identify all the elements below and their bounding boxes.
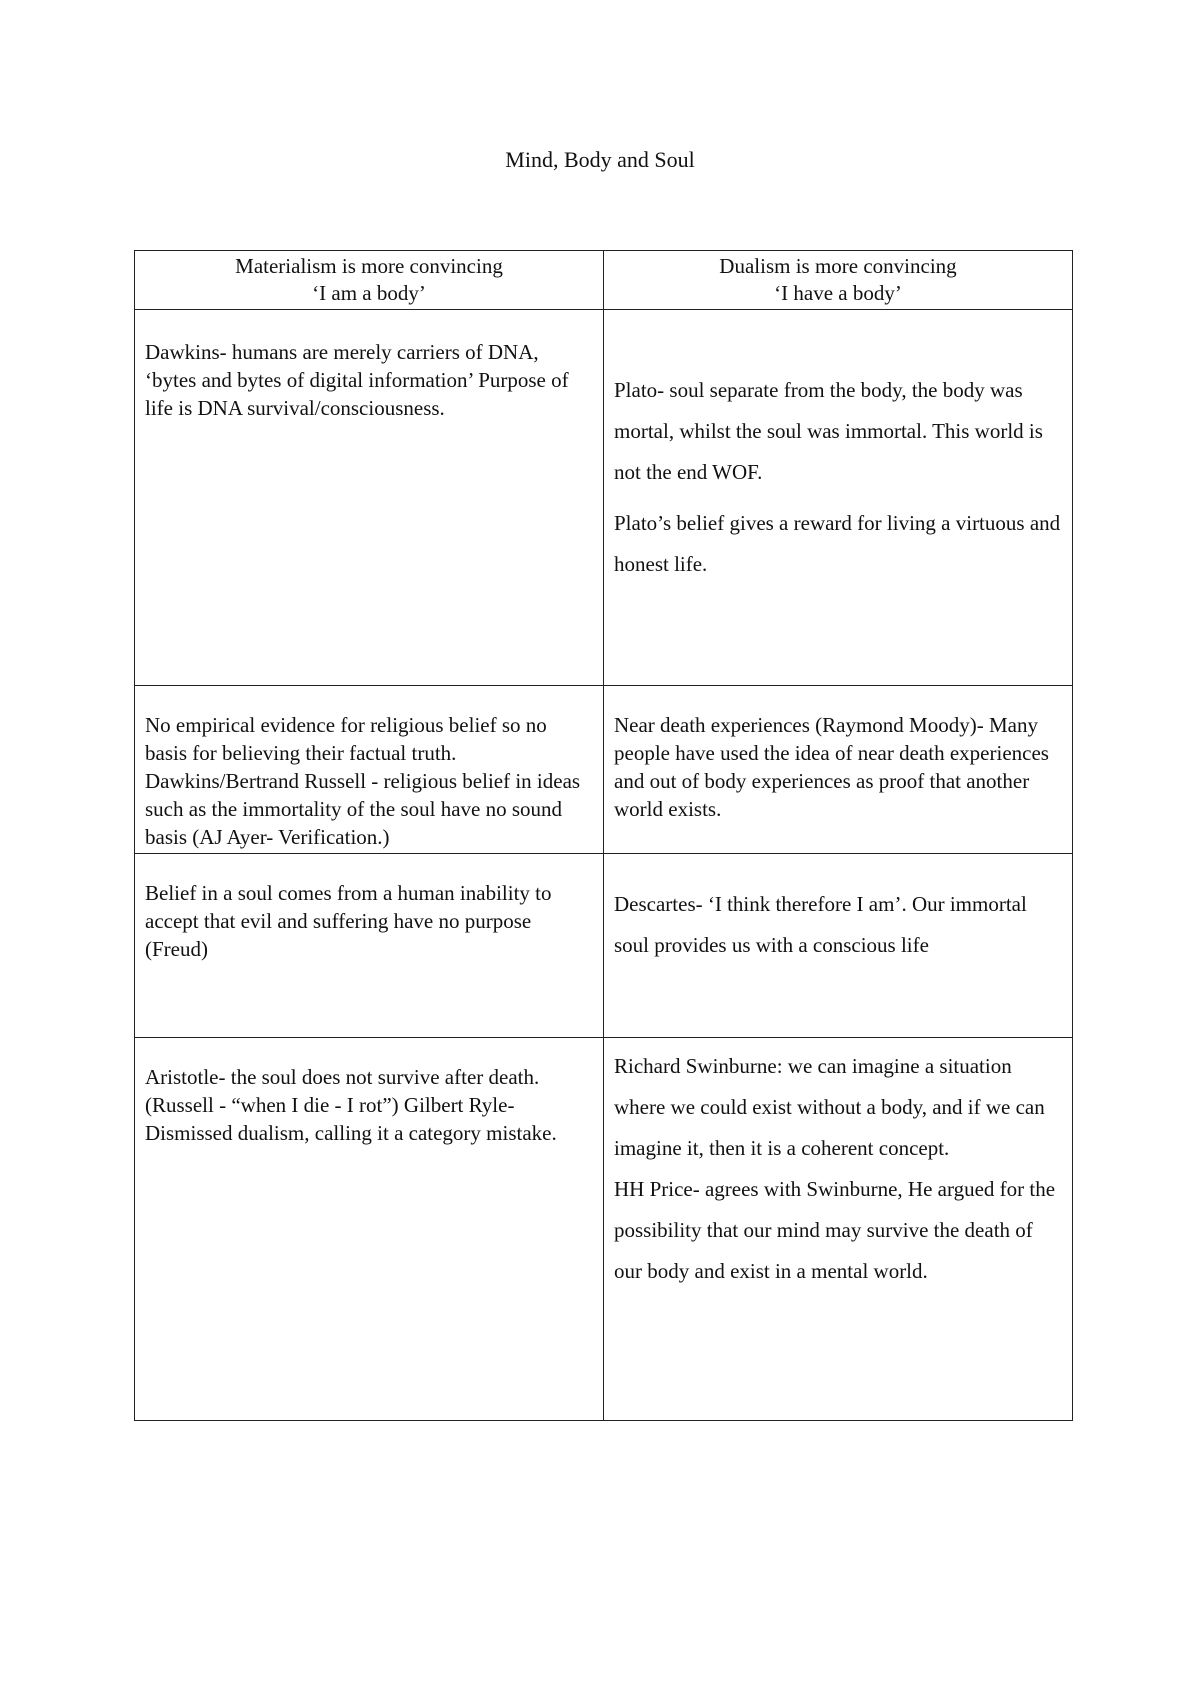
dualism-argument-text: Near death experiences (Raymond Moody)- Many people have used the idea of near death experiences and out of body experiences as proof that another world exists. bbox=[614, 713, 1049, 821]
materialism-header-quote: ‘I am a body’ bbox=[312, 281, 426, 305]
table-row bbox=[135, 1038, 1073, 1421]
materialism-argument-text: Belief in a soul comes from a human inability to accept that evil and suffering have no purpose (Freud) bbox=[145, 881, 552, 961]
table-row bbox=[135, 310, 1073, 686]
dualism-header bbox=[604, 251, 1073, 310]
materialism-cell bbox=[135, 686, 604, 854]
materialism-cell bbox=[135, 310, 604, 686]
dualism-argument-text: Plato’s belief gives a reward for living a virtuous and honest life. bbox=[614, 511, 1061, 576]
materialism-argument-text: No empirical evidence for religious belief so no basis for believing their factual truth. Dawkins/Bertrand Russell - religious belief in ideas such as the immortality of the soul have no sound basis (AJ Ayer- Verification.) bbox=[145, 713, 581, 849]
materialism-cell bbox=[135, 1038, 604, 1421]
dualism-cell bbox=[604, 686, 1073, 854]
table-row bbox=[135, 686, 1073, 854]
dualism-header-title: Dualism is more convincing bbox=[719, 254, 957, 278]
dualism-argument-text: Descartes- ‘I think therefore I am’. Our immortal soul provides us with a conscious life bbox=[614, 892, 1027, 957]
materialism-argument-text: Aristotle- the soul does not survive after death. (Russell - “when I die - I rot”) Gilbert Ryle- Dismissed dualism, calling it a category mistake. bbox=[145, 1065, 557, 1145]
argument-table bbox=[134, 250, 1073, 1421]
table-row bbox=[135, 854, 1073, 1038]
materialism-header bbox=[135, 251, 604, 310]
dualism-cell bbox=[604, 854, 1073, 1038]
document-title: Mind, Body and Soul bbox=[505, 147, 695, 172]
dualism-cell bbox=[604, 1038, 1073, 1421]
materialism-argument-text: Dawkins- humans are merely carriers of DNA, ‘bytes and bytes of digital information’ Purpose of life is DNA survival/consciousness. bbox=[145, 340, 569, 420]
dualism-header-quote: ‘I have a body’ bbox=[774, 281, 902, 305]
dualism-argument-text: HH Price- agrees with Swinburne, He argued for the possibility that our mind may survive the death of our body and exist in a mental world. bbox=[614, 1177, 1056, 1283]
materialism-cell bbox=[135, 854, 604, 1038]
dualism-cell bbox=[604, 310, 1073, 686]
dualism-argument-text: Plato- soul separate from the body, the body was mortal, whilst the soul was immortal. This world is not the end WOF. bbox=[614, 378, 1043, 484]
materialism-header-title: Materialism is more convincing bbox=[235, 254, 503, 278]
dualism-argument-text: Richard Swinburne: we can imagine a situation where we could exist without a body, and if we can imagine it, then it is a coherent concept. bbox=[614, 1054, 1045, 1160]
table-header-row bbox=[135, 251, 1073, 310]
